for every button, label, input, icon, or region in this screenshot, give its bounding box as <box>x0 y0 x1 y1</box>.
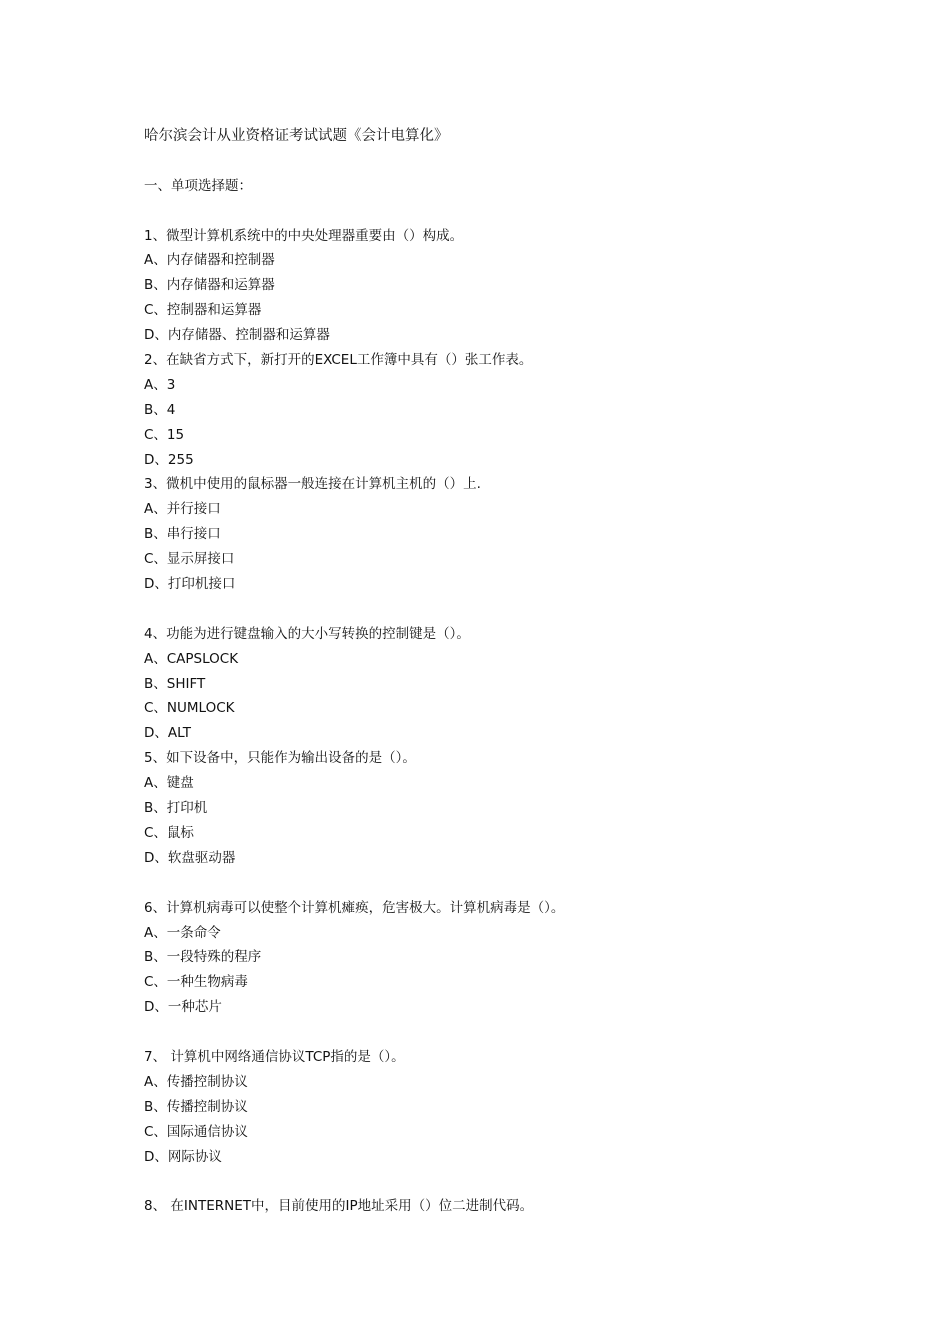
question-option: D、网际协议 <box>144 1148 222 1165</box>
question-stem: 7、 计算机中网络通信协议TCP指的是（）。 <box>144 1048 405 1065</box>
question-option: A、键盘 <box>144 775 194 792</box>
question-option: A、内存储器和控制器 <box>144 252 275 269</box>
question-option: C、控制器和运算器 <box>144 302 262 319</box>
question-stem: 3、微机中使用的鼠标器一般连接在计算机主机的（）上. <box>144 476 481 493</box>
question-option: B、串行接口 <box>144 526 221 543</box>
spacer <box>144 199 844 224</box>
document-body <box>144 124 844 1219</box>
question-option: B、SHIFT <box>144 675 206 692</box>
question-option: B、打印机 <box>144 800 208 817</box>
question-stem: 5、如下设备中，只能作为输出设备的是（）。 <box>144 750 416 767</box>
spacer <box>144 871 844 896</box>
question-option: C、15 <box>144 426 185 443</box>
question-option: A、传播控制协议 <box>144 1073 248 1090</box>
question-option: A、3 <box>144 376 176 393</box>
question-option: D、ALT <box>144 725 192 742</box>
question-stem: 8、 在INTERNET中，目前使用的IP地址采用（）位二进制代码。 <box>144 1198 534 1215</box>
question-option: D、内存储器、控制器和运算器 <box>144 327 330 344</box>
question-option: D、软盘驱动器 <box>144 849 236 866</box>
question-option: B、内存储器和运算器 <box>144 277 275 294</box>
spacer <box>144 1169 844 1194</box>
question-stem: 1、微型计算机系统中的中央处理器重要由（）构成。 <box>144 227 464 244</box>
question-stem: 4、功能为进行键盘输入的大小写转换的控制键是（）。 <box>144 625 470 642</box>
question-option: B、传播控制协议 <box>144 1098 248 1115</box>
question-option: C、国际通信协议 <box>144 1123 248 1140</box>
question-option: A、CAPSLOCK <box>144 650 239 667</box>
spacer <box>144 597 844 622</box>
spacer <box>144 149 844 174</box>
document-title: 哈尔滨会计从业资格证考试试题《会计电算化》 <box>144 128 449 144</box>
question-option: A、并行接口 <box>144 501 221 518</box>
question-option: D、255 <box>144 451 194 468</box>
question-stem: 2、在缺省方式下，新打开的EXCEL工作簿中具有（）张工作表。 <box>144 352 533 369</box>
question-option: C、NUMLOCK <box>144 700 235 717</box>
spacer <box>144 1020 844 1045</box>
section-heading: 一、单项选择题： <box>144 177 252 194</box>
question-stem: 6、计算机病毒可以使整个计算机瘫痪，危害极大。计算机病毒是（）。 <box>144 899 565 916</box>
question-option: A、一条命令 <box>144 924 221 941</box>
question-option: D、一种芯片 <box>144 999 222 1016</box>
question-option: C、显示屏接口 <box>144 551 235 568</box>
question-option: D、打印机接口 <box>144 576 236 593</box>
question-option: B、一段特殊的程序 <box>144 949 262 966</box>
question-option: B、4 <box>144 401 176 418</box>
question-option: C、鼠标 <box>144 824 194 841</box>
question-option: C、一种生物病毒 <box>144 974 248 991</box>
